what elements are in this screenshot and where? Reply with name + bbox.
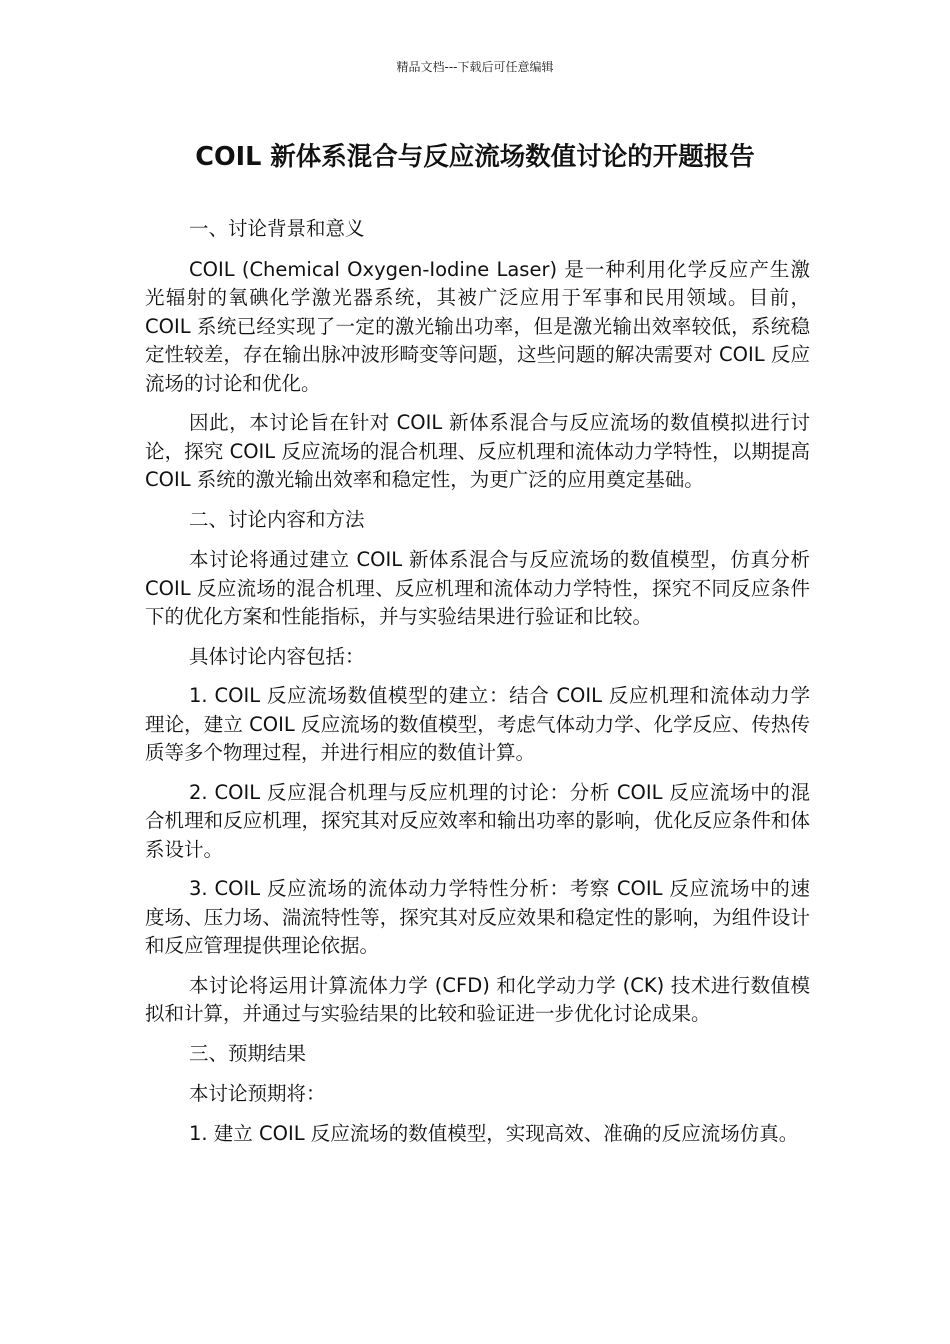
list-item-content-2: 2. COIL 反应混合机理与反应机理的讨论：分析 COIL 反应流场中的混合机理和反应机理，探究其对反应效率和输出功率的影响，优化反应条件和体系设计。 [145, 780, 810, 861]
paragraph-background-1: COIL (Chemical Oxygen-Iodine Laser) 是一种利用化学反应产生激光辐射的氧碘化学激光器系统，其被广泛应用于军事和民用领域。目前，COIL 系统已经实现了一定的激光输出功率，但是激光输出效率较低，系统稳定性较差，存在输出脉冲波形畸变等问题，这些问题的解决需要对 COIL 反应流场的讨论和优化。 [145, 257, 810, 395]
paragraph-content-2: 具体讨论内容包括： [189, 644, 365, 668]
list-item-content-1: 1. COIL 反应流场数值模型的建立：结合 COIL 反应机理和流体动力学理论，建立 COIL 反应流场的数值模型，考虑气体动力学、化学反应、传热传质等多个物理过程，并进行相应的数值计算。 [145, 684, 810, 764]
section-heading-expected-results: 三、预期结果 [189, 1041, 307, 1065]
paragraph-content-3: 本讨论将运用计算流体力学 (CFD) 和化学动力学 (CK) 技术进行数值模拟和计算，并通过与实验结果的比较和验证进一步优化讨论成果。 [145, 973, 810, 1025]
section-heading-content-methods: 二、讨论内容和方法 [189, 507, 365, 531]
header-note: 精品文档---下载后可任意编辑 [396, 60, 554, 74]
list-item-expected-1: 1. 建立 COIL 反应流场的数值模型，实现高效、准确的反应流场仿真。 [189, 1121, 799, 1145]
paragraph-expected-1: 本讨论预期将： [189, 1082, 326, 1105]
section-heading-background: 一、讨论背景和意义 [189, 217, 365, 240]
document-body [145, 215, 810, 1159]
paragraph-background-2: 因此，本讨论旨在针对 COIL 新体系混合与反应流场的数值模拟进行讨论，探究 COIL 反应流场的混合机理、反应机理和流体动力学特性，以期提高 COIL 系统的激光输出效率和稳定性，为更广泛的应用奠定基础。 [145, 411, 810, 491]
list-item-content-3: 3. COIL 反应流场的流体动力学特性分析：考察 COIL 反应流场中的速度场、压力场、湍流特性等，探究其对反应效果和稳定性的影响，为组件设计和反应管理提供理论依据。 [145, 877, 810, 957]
paragraph-content-1: 本讨论将通过建立 COIL 新体系混合与反应流场的数值模型，仿真分析 COIL 反应流场的混合机理、反应机理和流体动力学特性，探究不同反应条件下的优化方案和性能指标，并与实验结果进行验证和比较。 [145, 548, 810, 628]
document-title: COIL 新体系混合与反应流场数值讨论的开题报告 [195, 142, 755, 172]
